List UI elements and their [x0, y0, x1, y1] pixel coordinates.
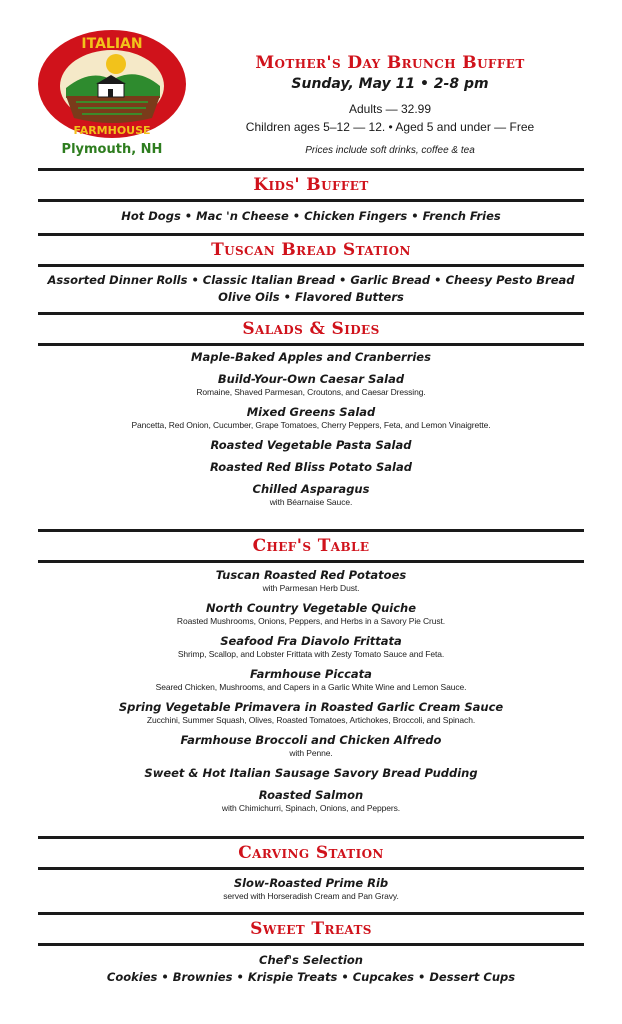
kids-items-line: [20, 208, 602, 225]
section-title: Tuscan Bread Station: [211, 240, 411, 260]
event-title: Mother's Day Brunch Buffet: [255, 53, 525, 73]
menu-header: [0, 0, 622, 168]
menu-item: [20, 568, 602, 594]
menu-item-description: Pancetta, Red Onion, Cucumber, Grape Tomatoes, Cherry Peppers, Feta, and Lemon Vinaigrette.: [131, 420, 491, 430]
menu-item-description: with Parmesan Herb Dust.: [262, 583, 360, 593]
bread-item: Garlic Bread: [350, 273, 431, 287]
section-title: Salads & Sides: [242, 319, 380, 339]
event-info: [206, 52, 574, 158]
menu-item-name: Maple-Baked Apples and Cranberries: [191, 350, 431, 364]
menu-item: [20, 876, 602, 902]
salads-list: [20, 350, 602, 508]
menu-item-name: Roasted Red Bliss Potato Salad: [210, 460, 412, 474]
menu-item-description: with Penne.: [289, 748, 333, 758]
section-title: Carving Station: [238, 843, 384, 863]
bread-item: Classic Italian Bread: [202, 273, 335, 287]
menu-item-description: Seared Chicken, Mushrooms, and Capers in a Garlic White Wine and Lemon Sauce.: [155, 682, 467, 692]
bullet-separator: •: [339, 273, 347, 287]
section-chef-header: [38, 529, 584, 563]
sweets-item: Dessert Cups: [429, 970, 516, 984]
bullet-separator: •: [236, 970, 244, 984]
menu-item-name: Farmhouse Broccoli and Chicken Alfredo: [180, 733, 442, 747]
section-title: Kids' Buffet: [253, 175, 369, 195]
bullet-separator: •: [434, 273, 442, 287]
menu-item: [20, 667, 602, 693]
menu-item: [20, 482, 602, 508]
menu-item-name: Spring Vegetable Primavera in Roasted Garlic Cream Sauce: [118, 700, 504, 714]
logo-top-text: ITALIAN: [81, 36, 143, 52]
section-sweets-header: [38, 912, 584, 946]
menu-item: [20, 601, 602, 627]
menu-item-name: Sweet & Hot Italian Sausage Savory Bread Pudding: [144, 766, 478, 780]
menu-item: [20, 766, 602, 781]
menu-item-name: Build-Your-Own Caesar Salad: [217, 372, 405, 386]
menu-item: [20, 438, 602, 453]
menu-item-description: Roasted Mushrooms, Onions, Peppers, and Herbs in a Savory Pie Crust.: [176, 616, 446, 626]
kids-items: [20, 208, 602, 225]
bullet-separator: •: [184, 209, 193, 223]
menu-item: [20, 405, 602, 431]
sweets-item: Cookies: [106, 970, 158, 984]
bullet-separator: •: [411, 209, 419, 223]
menu-item: [20, 460, 602, 475]
bullet-separator: •: [292, 209, 301, 223]
kids-item: Mac 'n Cheese: [196, 209, 289, 223]
menu-item-description: served with Horseradish Cream and Pan Gravy.: [223, 891, 399, 901]
menu-item: [20, 634, 602, 660]
menu-item-name: Roasted Salmon: [258, 788, 364, 802]
sweets-item: Krispie Treats: [247, 970, 338, 984]
child-price: Children ages 5–12 — 12. • Aged 5 and under — Free: [245, 120, 535, 134]
bread-item: Assorted Dinner Rolls: [47, 273, 188, 287]
adult-price: Adults — 32.99: [348, 102, 432, 116]
bread-items-line-1: [20, 272, 602, 289]
menu-item-name: Slow-Roasted Prime Rib: [233, 876, 389, 890]
section-title: Sweet Treats: [250, 919, 372, 939]
kids-item: Hot Dogs: [121, 209, 181, 223]
menu-item: [20, 788, 602, 814]
menu-item-name: Mixed Greens Salad: [246, 405, 376, 419]
sweets-items-line: [20, 969, 602, 986]
bullet-separator: •: [341, 970, 349, 984]
kids-item: Chicken Fingers: [304, 209, 408, 223]
menu-item-description: Zucchini, Summer Squash, Olives, Roasted Tomatoes, Artichokes, Broccoli, and Spinach.: [146, 715, 476, 725]
bullet-separator: •: [418, 970, 426, 984]
menu-item-name: Farmhouse Piccata: [250, 667, 372, 681]
menu-item: [20, 372, 602, 398]
price-note: Prices include soft drinks, coffee & tea: [305, 145, 475, 156]
menu-item-description: with Béarnaise Sauce.: [269, 497, 353, 507]
logo-bottom-text: FARMHOUSE: [73, 124, 151, 137]
sweets-item: Cupcakes: [352, 970, 415, 984]
bullet-separator: •: [161, 970, 169, 984]
section-title: Chef's Table: [252, 536, 370, 556]
menu-item-name: Chilled Asparagus: [252, 482, 370, 496]
sweets-item: Brownies: [172, 970, 233, 984]
chef-list: [20, 568, 602, 814]
event-date: Sunday, May 11 • 2-8 pm: [291, 76, 489, 92]
bread-items: [20, 272, 602, 306]
bullet-separator: •: [191, 273, 199, 287]
bread-item: Flavored Butters: [294, 290, 404, 304]
section-salads-header: [38, 312, 584, 346]
menu-item: [20, 700, 602, 726]
bullet-separator: •: [283, 290, 291, 304]
section-kids-header: [38, 168, 584, 202]
section-carving-header: [38, 836, 584, 870]
carving-list: [20, 876, 602, 902]
menu-item-name: Roasted Vegetable Pasta Salad: [210, 438, 412, 452]
bread-item: Cheesy Pesto Bread: [445, 273, 575, 287]
sweets-subtitle: Chef's Selection: [259, 953, 363, 967]
menu-item: [20, 733, 602, 759]
section-bread-header: [38, 233, 584, 267]
menu-item-description: with Chimichurri, Spinach, Onions, and Peppers.: [221, 803, 401, 813]
bread-item: Olive Oils: [218, 290, 280, 304]
bread-items-line-2: [20, 289, 602, 306]
kids-item: French Fries: [422, 209, 501, 223]
menu-item-name: Seafood Fra Diavolo Frittata: [220, 634, 402, 648]
menu-item-description: Shrimp, Scallop, and Lobster Frittata with Zesty Tomato Sauce and Feta.: [177, 649, 445, 659]
menu-item: [20, 350, 602, 365]
sweets-items: [20, 952, 602, 986]
location-label: Plymouth, NH: [61, 142, 163, 157]
menu-item-name: Tuscan Roasted Red Potatoes: [215, 568, 407, 582]
farmhouse-logo-icon: [36, 28, 188, 140]
menu-item-description: Romaine, Shaved Parmesan, Croutons, and Caesar Dressing.: [196, 387, 426, 397]
menu-item-name: North Country Vegetable Quiche: [205, 601, 417, 615]
